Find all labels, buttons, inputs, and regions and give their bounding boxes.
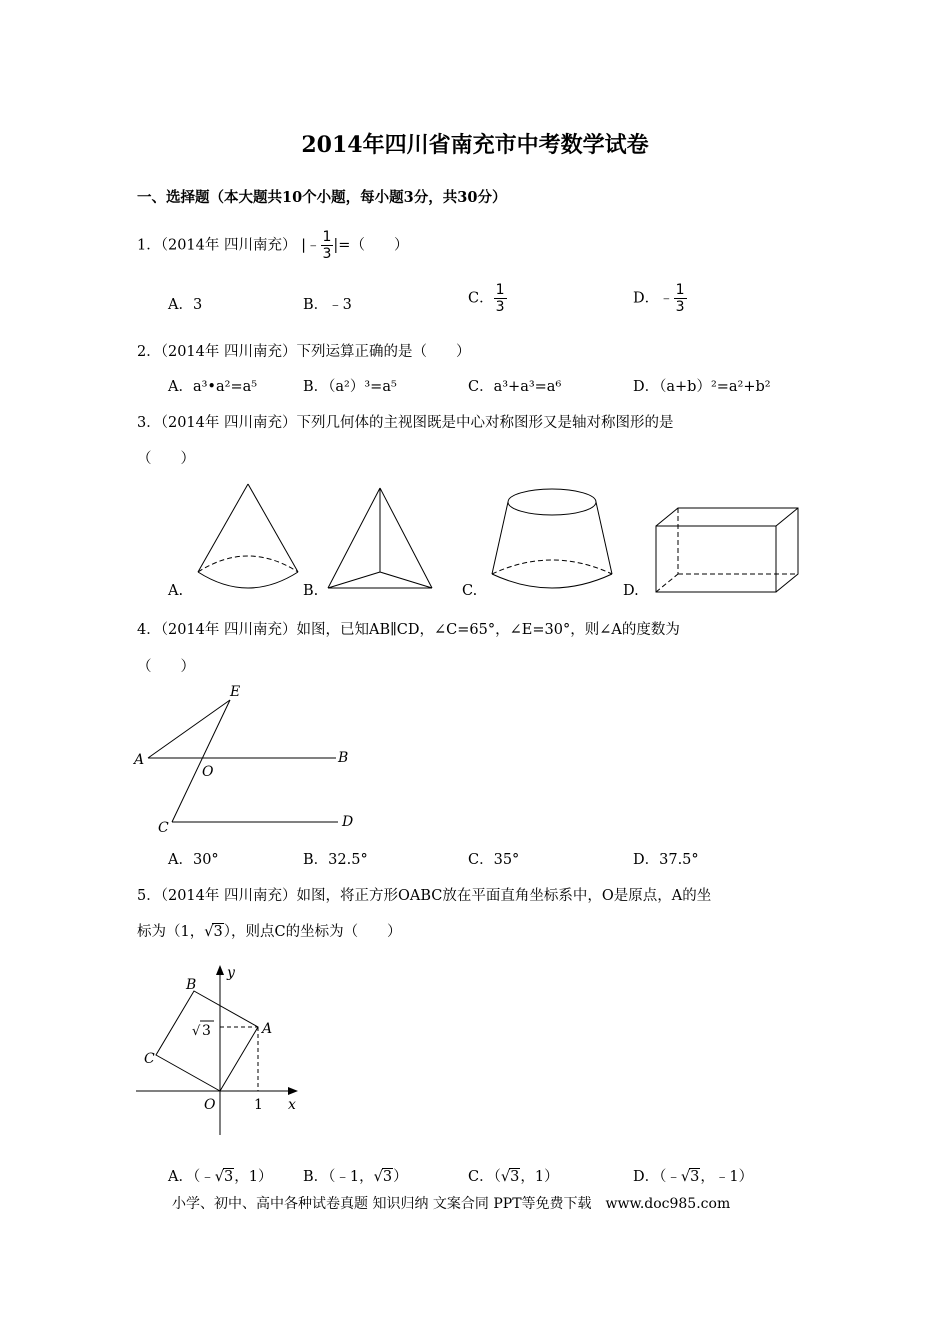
pyramid-figure <box>328 488 432 588</box>
q1-option-d: D．﹣ $\frac{1}{3}$ <box>633 282 685 315</box>
q5-option-d: D．（﹣√3，﹣1） <box>633 1169 754 1185</box>
label-x: x <box>288 1097 296 1113</box>
line-ec <box>172 700 230 822</box>
label-c: C <box>144 1051 155 1067</box>
question-4-paren: （ ） <box>137 659 195 675</box>
fraction-one-third: $\frac{1}{3}$ <box>322 229 332 262</box>
sqrt-icon: √ <box>680 1169 691 1185</box>
label-one: 1 <box>254 1097 263 1113</box>
q4-geometry-figure <box>130 680 370 840</box>
square-oabc <box>156 991 258 1091</box>
section-heading: 一、选择题（本大题共10个小题，每小题3分，共30分） <box>137 189 507 206</box>
label-a: A <box>262 1021 273 1037</box>
question-3-stem: 3．（2014年 四川南充）下列几何体的主视图既是中心对称图形又是轴对称图形的是 <box>137 415 674 431</box>
q3-option-b: B. <box>303 583 319 599</box>
q4-option-d: D．37.5° <box>633 852 699 868</box>
label-b: B <box>186 977 197 993</box>
q5-option-a: A．（﹣√3，1） <box>168 1169 273 1185</box>
label-o: O <box>202 764 214 780</box>
abs-open: |﹣ <box>301 237 321 254</box>
q5-coordinate-figure <box>130 955 310 1150</box>
frustum-figure <box>492 489 612 588</box>
label-e: E <box>230 684 241 700</box>
q2-option-b: B．（a²）³=a⁵ <box>303 379 397 395</box>
q2-option-c: C．a³+a³=a⁶ <box>468 379 562 395</box>
q5-option-c: C．（√3，1） <box>468 1169 559 1185</box>
question-5-stem: 5．（2014年 四川南充）如图，将正方形OABC放在平面直角坐标系中，O是原点，A的坐 <box>137 888 712 904</box>
q2-option-a: A．a³•a²=a⁵ <box>168 379 258 395</box>
question-1-stem: 1．（2014年 四川南充） <box>137 237 297 254</box>
q3-option-d: D. <box>623 583 639 599</box>
question-1 <box>137 230 408 261</box>
cuboid-figure <box>656 508 798 592</box>
fraction-one-third: $\frac{1}{3}$ <box>495 282 505 315</box>
x-axis-arrow-icon <box>288 1087 298 1095</box>
page-title: 2014年四川省南充市中考数学试卷 <box>301 132 649 158</box>
label-d: D <box>342 814 354 830</box>
q5-option-b: B．（﹣1，√3） <box>303 1169 408 1185</box>
y-axis-arrow-icon <box>216 965 224 975</box>
label-a: A <box>134 752 145 768</box>
q1-option-c: C． $\frac{1}{3}$ <box>468 282 505 315</box>
label-b: B <box>338 750 349 766</box>
question-5-line2: 标为（1，√3），则点C的坐标为（ ） <box>137 924 402 940</box>
sqrt-icon: √ <box>373 1169 383 1185</box>
sqrt-icon: √ <box>192 1024 201 1039</box>
q2-option-d: D．（a+b）²=a²+b² <box>633 379 771 395</box>
q3-option-a: A. <box>168 583 184 599</box>
q3-option-c: C. <box>462 583 478 599</box>
label-y: y <box>227 965 235 981</box>
question-3-paren: （ ） <box>137 451 195 467</box>
q4-option-a: A．30° <box>168 852 219 868</box>
label-c: C <box>158 820 169 836</box>
label-o: O <box>204 1097 216 1113</box>
question-4-stem: 4．（2014年 四川南充）如图，已知AB∥CD，∠C=65°，∠E=30°，则∠A的度数为 <box>137 622 680 638</box>
line-ae <box>148 700 230 758</box>
footer-text: 小学、初中、高中各种试卷真题 知识归纳 文案合同 PPT等免费下载 www.doc985.com <box>172 1196 731 1212</box>
cone-figure <box>198 484 298 588</box>
fraction-one-third: $\frac{1}{3}$ <box>675 282 685 315</box>
q3-solid-figures <box>190 478 810 598</box>
q4-option-b: B．32.5° <box>303 852 368 868</box>
q4-option-c: C．35° <box>468 852 520 868</box>
q1-option-b: B．﹣3 <box>303 297 352 313</box>
question-2-stem: 2．（2014年 四川南充）下列运算正确的是（ ） <box>137 344 471 360</box>
abs-close: |=（ ） <box>333 237 409 254</box>
label-sqrt3-value: 3 <box>202 1023 211 1039</box>
sqrt-icon: √ <box>214 1169 224 1185</box>
q1-option-a: A．3 <box>168 297 203 313</box>
sqrt-icon: √ <box>500 1169 511 1185</box>
sqrt-icon: √ <box>204 924 214 940</box>
